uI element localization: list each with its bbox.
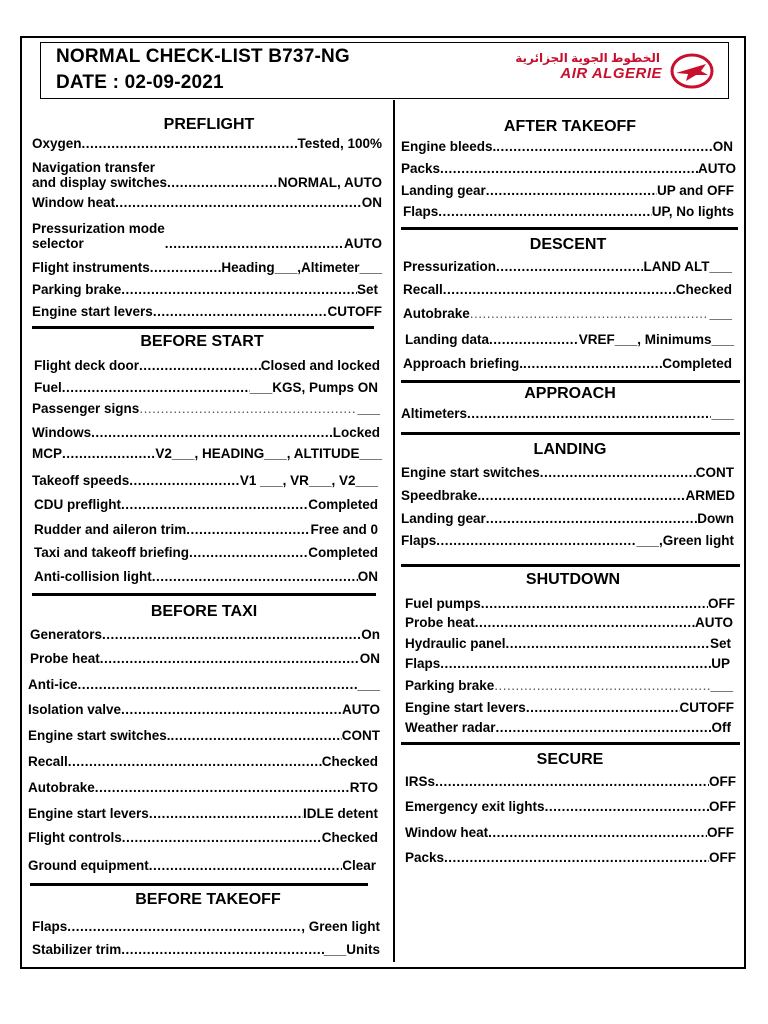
leader-dots: [67, 919, 301, 934]
leader-dots: [496, 720, 712, 735]
item-value: Clear: [342, 858, 376, 873]
section-title-before-takeoff: BEFORE TAKEOFF: [135, 891, 281, 908]
leader-dots: [440, 656, 711, 671]
item-value: ON: [359, 651, 380, 666]
section-title-landing: LANDING: [533, 441, 607, 458]
item-label: Recall: [28, 754, 68, 769]
checklist-row: [28, 806, 378, 821]
leader-dots: [496, 259, 643, 274]
checklist-row: [401, 511, 734, 526]
item-label: Recall: [403, 282, 443, 297]
item-value: On: [361, 627, 380, 642]
leader-dots: [129, 473, 240, 488]
checklist-row: [405, 774, 736, 789]
leader-dots: [149, 806, 303, 821]
item-value: AUTO: [697, 161, 736, 176]
item-label: MCP: [32, 446, 62, 461]
leader-dots: [82, 136, 298, 151]
section-title-preflight: PREFLIGHT: [163, 116, 255, 133]
leader-dots: [506, 636, 710, 651]
item-value: ON: [357, 569, 378, 584]
leader-dots: [152, 569, 358, 584]
leader-dots: [444, 850, 709, 865]
item-label: Engine start switches: [401, 465, 540, 480]
item-value: OFF: [709, 799, 736, 814]
leader-dots: [467, 406, 711, 421]
section-title-shutdown: SHUTDOWN: [525, 571, 621, 588]
item-value: Locked: [332, 425, 380, 440]
item-label: Engine bleeds.: [401, 139, 497, 154]
checklist-row: [405, 615, 733, 630]
checklist-row: [32, 260, 382, 275]
item-value: V1 ___, VR___, V2___: [239, 473, 378, 488]
item-label: Oxygen: [32, 136, 82, 151]
leader-dots: [481, 596, 708, 611]
checklist-row: [32, 401, 380, 416]
item-label: Passenger signs: [32, 401, 140, 416]
checklist-row: [34, 522, 378, 537]
checklist-row: [32, 446, 382, 461]
checklist-row: [405, 799, 736, 814]
item-label: Parking brake: [32, 282, 122, 297]
leader-dots: [165, 236, 344, 251]
checklist-row: [405, 596, 735, 611]
item-label: Ground equipment: [28, 858, 149, 873]
item-label: Engine start levers: [28, 806, 149, 821]
item-label: Windows: [32, 425, 92, 440]
item-value: OFF: [707, 825, 734, 840]
item-value: CUTOFF: [327, 304, 382, 319]
item-value: Checked: [321, 830, 378, 845]
item-value: AUTO: [694, 615, 733, 630]
item-value: Tested, 100%: [297, 136, 382, 151]
checklist-row: [405, 636, 731, 651]
item-value: NORMAL, AUTO: [277, 175, 382, 190]
section-divider: [401, 742, 740, 745]
checklist-row: [28, 677, 380, 692]
item-value: Checked: [675, 282, 732, 297]
logo-brand-text: AIR ALGERIE: [560, 65, 662, 82]
item-value: Set: [709, 636, 731, 651]
item-value: LAND ALT___: [643, 259, 732, 274]
item-value: Completed: [308, 545, 378, 560]
item-label: Window heat: [32, 195, 116, 210]
leader-dots: [171, 728, 342, 743]
logo-arabic-text: الخطوط الجوية الجزائرية: [515, 51, 660, 65]
checklist-row: [405, 656, 730, 671]
item-value: UP, No lights: [651, 204, 734, 219]
airline-logo: [515, 51, 718, 89]
leader-dots: [62, 446, 155, 461]
leader-dots: [153, 304, 328, 319]
checklist-row: [32, 160, 382, 190]
item-label: Weather radar: [405, 720, 496, 735]
leader-dots: [496, 139, 712, 154]
checklist-row: [401, 488, 735, 503]
leader-dots: [470, 306, 710, 321]
item-label: Window heat: [405, 825, 489, 840]
leader-dots: [486, 511, 697, 526]
section-title-before-taxi: BEFORE TAXI: [150, 603, 258, 620]
item-label: Pressurization mode selector: [32, 221, 165, 251]
section-divider: [32, 593, 376, 596]
item-value: ___Units: [323, 942, 380, 957]
item-value: ___,Green light: [636, 533, 734, 548]
checklist-row: [32, 473, 378, 488]
item-label: Parking brake: [405, 678, 495, 693]
item-value: IDLE detent: [302, 806, 378, 821]
item-value: ___: [357, 401, 380, 416]
item-label: CDU preflight: [34, 497, 121, 512]
checklist-row: [401, 161, 736, 176]
item-label: Landing data: [405, 332, 489, 347]
checklist-row: [28, 780, 378, 795]
item-value: Heading___,Altimeter___: [221, 260, 382, 275]
checklist-row: [401, 139, 733, 154]
checklist-row: [28, 728, 380, 743]
leader-dots: [486, 183, 657, 198]
page-title: NORMAL CHECK-LIST B737-NG: [56, 46, 350, 67]
leader-dots: [481, 488, 685, 503]
checklist-row: [405, 720, 731, 735]
checklist-row: [32, 919, 380, 934]
item-label: Flight instruments: [32, 260, 150, 275]
checklist-row: [28, 830, 378, 845]
item-value: ___: [357, 677, 380, 692]
column-divider: [393, 100, 395, 962]
checklist-row: [401, 465, 734, 480]
item-value: VREF___, Minimums___: [578, 332, 734, 347]
item-value: CONT: [341, 728, 380, 743]
leader-dots: [62, 380, 250, 395]
section-divider: [30, 883, 368, 886]
leader-dots: [436, 533, 636, 548]
airline-emblem-icon: [670, 53, 714, 89]
item-value: Completed: [662, 356, 732, 371]
checklist-row: [34, 569, 378, 584]
section-title-after-takeoff: AFTER TAKEOFF: [503, 118, 637, 135]
item-value: ___KGS, Pumps ON: [249, 380, 378, 395]
leader-dots: [475, 615, 695, 630]
checklist-row: [30, 627, 380, 642]
item-label: Anti-ice: [28, 677, 78, 692]
leader-dots: [545, 799, 709, 814]
leader-dots: [494, 678, 710, 693]
checklist-row: [32, 221, 382, 251]
checklist-row: [34, 497, 378, 512]
checklist-row: [403, 306, 732, 321]
leader-dots: [139, 401, 357, 416]
checklist-row: [401, 406, 734, 421]
checklist-row: [32, 304, 382, 319]
item-label: Altimeters: [401, 406, 468, 421]
item-value: Completed: [308, 497, 378, 512]
item-value: Down: [697, 511, 734, 526]
item-label: Probe heat: [30, 651, 100, 666]
checklist-row: [403, 259, 732, 274]
checklist-row: [401, 533, 734, 548]
item-label: Approach briefing.: [403, 356, 524, 371]
checklist-row: [403, 204, 734, 219]
item-value: ___: [709, 306, 732, 321]
section-divider: [401, 380, 740, 383]
item-value: Free and 0: [310, 522, 378, 537]
item-value: Checked: [321, 754, 378, 769]
leader-dots: [121, 497, 308, 512]
checklist-row: [403, 282, 732, 297]
item-value: Off: [711, 720, 731, 735]
header-box: [40, 42, 729, 99]
leader-dots: [440, 161, 698, 176]
leader-dots: [438, 204, 651, 219]
leader-dots: [489, 332, 579, 347]
item-value: ARMED: [685, 488, 735, 503]
item-label: Fuel: [34, 380, 62, 395]
checklist-row: [28, 702, 380, 717]
section-divider: [401, 227, 738, 230]
checklist-row: [32, 136, 382, 151]
item-value: OFF: [708, 596, 735, 611]
item-value: OFF: [709, 850, 736, 865]
item-value: ___: [711, 406, 734, 421]
item-label: Stabilizer trim: [32, 942, 122, 957]
leader-dots: [68, 754, 322, 769]
leader-dots: [150, 260, 222, 275]
item-label: Flaps: [32, 919, 68, 934]
item-value: CUTOFF: [679, 700, 734, 715]
item-value: CONT: [695, 465, 734, 480]
leader-dots: [115, 195, 362, 210]
item-label: Packs: [405, 850, 445, 865]
item-value: ON: [361, 195, 382, 210]
item-value: OFF: [709, 774, 736, 789]
checklist-row: [405, 850, 736, 865]
leader-dots: [102, 627, 361, 642]
item-label: Isolation valve: [28, 702, 122, 717]
leader-dots: [435, 774, 709, 789]
leader-dots: [443, 282, 676, 297]
item-label: Flight controls: [28, 830, 122, 845]
checklist-row: [28, 754, 378, 769]
leader-dots: [91, 425, 333, 440]
item-label: Speedbrake.: [401, 488, 482, 503]
checklist-row: [405, 332, 734, 347]
item-value: AUTO: [343, 236, 382, 251]
leader-dots: [122, 830, 322, 845]
section-divider: [401, 432, 740, 435]
checklist-row: [403, 356, 732, 371]
item-label: Flaps: [405, 656, 441, 671]
item-label: Rudder and aileron trim: [34, 522, 187, 537]
checklist-row: [32, 282, 378, 297]
item-value: Set: [356, 282, 378, 297]
item-label: Taxi and takeoff briefing: [34, 545, 190, 560]
leader-dots: [526, 700, 680, 715]
item-label: Engine start levers: [32, 304, 153, 319]
checklist-row: [32, 425, 380, 440]
checklist-row: [32, 195, 382, 210]
leader-dots: [488, 825, 707, 840]
leader-dots: [95, 780, 350, 795]
date-line: DATE : 02-09-2021: [56, 72, 224, 93]
item-label: Hydraulic panel: [405, 636, 506, 651]
item-label: Probe heat: [405, 615, 475, 630]
section-divider: [32, 326, 374, 329]
checklist-row: [405, 678, 733, 693]
leader-dots: [523, 356, 662, 371]
item-label: Landing gear: [401, 511, 486, 526]
section-title-secure: SECURE: [536, 751, 604, 768]
item-value: UP: [711, 656, 730, 671]
leader-dots: [139, 358, 261, 373]
item-label: Emergency exit lights: [405, 799, 545, 814]
item-value: RTO: [349, 780, 378, 795]
item-value: Closed and locked: [260, 358, 380, 373]
leader-dots: [100, 651, 360, 666]
checklist-row: [34, 380, 378, 395]
item-value: ON: [712, 139, 733, 154]
item-label: Pressurization: [403, 259, 497, 274]
leader-dots: [186, 522, 310, 537]
item-label: Generators: [30, 627, 103, 642]
checklist-row: [30, 651, 380, 666]
item-label: Autobrake: [28, 780, 95, 795]
leader-dots: [167, 175, 278, 190]
checklist-row: [405, 700, 734, 715]
item-value: V2___, HEADING___, ALTITUDE___: [155, 446, 382, 461]
checklist-row: [401, 183, 734, 198]
item-label: Anti-collision light: [34, 569, 152, 584]
checklist-row: [28, 858, 376, 873]
item-label: Fuel pumps: [405, 596, 481, 611]
leader-dots: [121, 282, 357, 297]
section-title-before-start: BEFORE START: [140, 333, 264, 350]
leader-dots: [121, 702, 342, 717]
checklist-row: [34, 545, 378, 560]
item-label: Takeoff speeds: [32, 473, 130, 488]
item-label: Flaps: [401, 533, 437, 548]
item-label: Flaps: [403, 204, 439, 219]
item-label: Navigation transfer and display switches: [32, 160, 168, 190]
item-label: Packs: [401, 161, 441, 176]
item-value: ___: [710, 678, 733, 693]
item-label: Landing gear: [401, 183, 486, 198]
item-value: AUTO: [341, 702, 380, 717]
item-label: IRSs: [405, 774, 436, 789]
leader-dots: [121, 942, 323, 957]
checklist-row: [405, 825, 734, 840]
item-label: Flight deck door: [34, 358, 140, 373]
leader-dots: [540, 465, 696, 480]
item-label: Engine start switches.: [28, 728, 171, 743]
section-divider: [401, 564, 740, 567]
leader-dots: [78, 677, 358, 692]
leader-dots: [149, 858, 342, 873]
item-label: Autobrake: [403, 306, 470, 321]
section-title-approach: APPROACH: [524, 385, 616, 402]
section-title-descent: DESCENT: [529, 236, 607, 253]
leader-dots: [189, 545, 308, 560]
item-value: , Green light: [301, 919, 380, 934]
checklist-row: [32, 942, 380, 957]
item-label: Engine start levers: [405, 700, 526, 715]
checklist-row: [34, 358, 380, 373]
item-value: UP and OFF: [656, 183, 734, 198]
